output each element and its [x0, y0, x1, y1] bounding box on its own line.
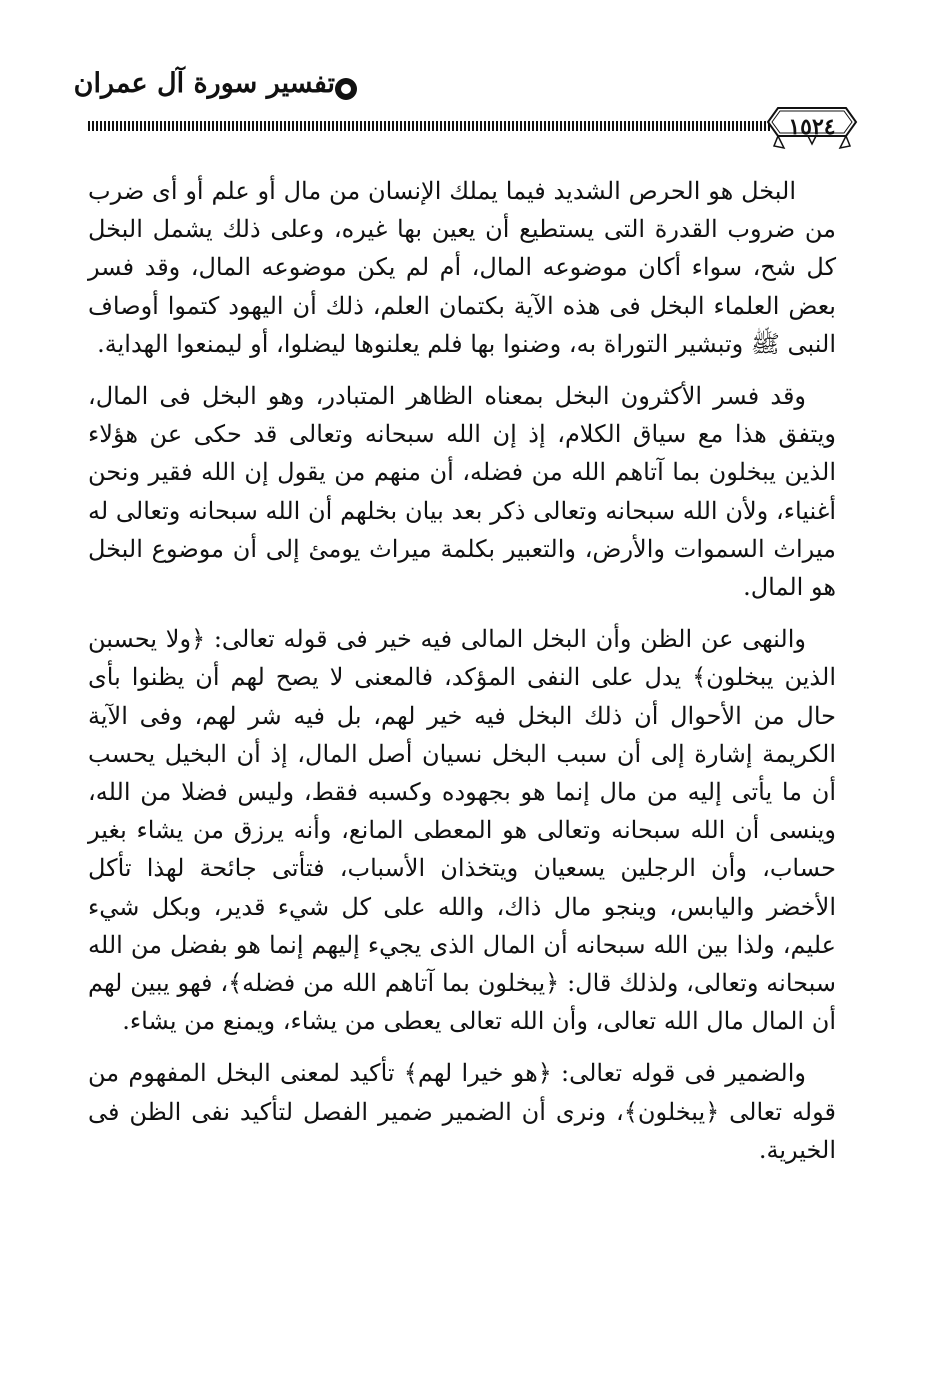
paragraph-1: البخل هو الحرص الشديد فيما يملك الإنسان من مال أو علم أو أى ضرب من ضروب القدرة التى يستطيع أن يعين بها غيره، وعلى ذلك يشمل البخل كل شح، سواء أكان موضوعه المال، أم لم يكن موضوعه المال، وقد فسر بعض العلماء البخل فى هذه الآية بكتمان العلم، ذلك أن اليهود كتموا أوصاف النبى ﷺ وتبشير التوراة به، وضنوا بها فلم يعلنوها ليضلوا، أو ليمنعوا الهداية. [88, 177, 836, 358]
paragraph-4: والضمير فى قوله تعالى: ﴿هو خيرا لهم﴾ تأكيد لمعنى البخل المفهوم من قوله تعالى ﴿يبخلون﴾، ونرى أن الضمير ضمير الفصل لتأكيد نفى الظن فى الخيرية. [88, 1059, 836, 1164]
page-number-badge [764, 100, 860, 152]
header-ornament-icon [335, 78, 357, 100]
header-rule [88, 121, 771, 131]
page-number: ١٥٢٤ [788, 114, 836, 140]
paragraph-2: وقد فسر الأكثرون البخل بمعناه الظاهر المتبادر، وهو البخل فى المال، ويتفق هذا مع سياق الكلام، إذ إن الله سبحانه وتعالى قد حكى عن هؤلاء الذين يبخلون بما آتاهم الله من فضله، أن منهم من يقول إن الله فقير ونحن أغنياء، ولأن الله سبحانه وتعالى ذكر بعد بيان بخلهم أن الله سبحانه وتعالى له ميراث السموات والأرض، والتعبير بكلمة ميراث يومئ إلى أن موضوع البخل هو المال. [88, 382, 836, 602]
body-text [88, 172, 836, 1183]
paragraph-3: والنهى عن الظن وأن البخل المالى فيه خير فى قوله تعالى: ﴿ولا يحسبن الذين يبخلون﴾ يدل على النفى المؤكد، فالمعنى لا يصح لهم أن يظنوا بأى حال من الأحوال أن ذلك البخل فيه خير لهم، بل فيه شر لهم، وفى الآية الكريمة إشارة إلى أن سبب البخل نسيان أصل المال، إذ أن البخيل يحسب أن ما يأتى إليه من مال إنما هو بجهوده وكسبه فقط، وليس فضلا من الله، وينسى أن الله سبحانه وتعالى هو المعطى المانع، وأنه يرزق من يشاء بغير حساب، وأن الرجلين يسعيان ويتخذان الأسباب، فتأتى جائحة لهذا تأكل الأخضر واليابس، وينجو مال ذاك، والله على كل شيء قدير، وبكل شيء عليم، ولذا بين الله سبحانه أن المال الذى يجيء إليهم إنما هو بفضل من الله سبحانه وتعالى، ولذلك قال: ﴿يبخلون بما آتاهم الله من فضله﴾، فهو يبين لهم أن المال مال الله تعالى، وأن الله تعالى يعطى من يشاء، ويمنع من يشاء. [88, 625, 836, 1036]
running-header-title: تفسير سورة آل عمران [73, 68, 335, 99]
